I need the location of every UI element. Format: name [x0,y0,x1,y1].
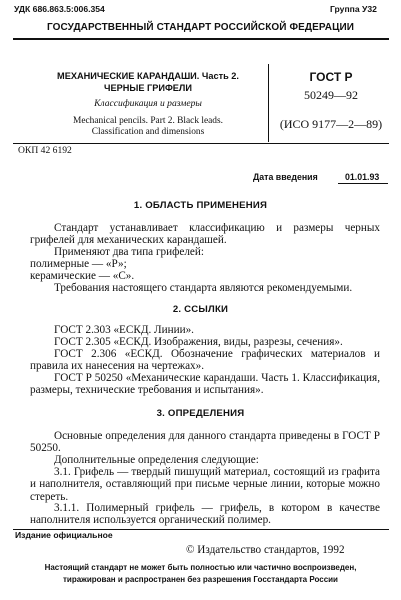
section-1-paragraph-1: Стандарт устанавливает классификацию и размеры черных грифелей для механических карандашей. [30,222,380,247]
section-1-item-ceramic: керамические — «С». [30,270,135,282]
section-1-item-polymer: полимерные — «Р»; [30,258,127,270]
reference-gost-2-306: ГОСТ 2.306 «ЕСКД. Обозначение графических материалов и правила их нанесения на чертежах». [30,348,380,373]
title-bottom-rule [13,143,389,144]
section-3-paragraph-1: Основные определения для данного стандарта приведены в ГОСТ Р 50250. [30,430,380,455]
intro-date-rule [338,183,388,184]
reproduction-notice-line1: Настоящий стандарт не может быть полностью или частично воспроизведен, [44,563,357,572]
doc-title-line1: МЕХАНИЧЕСКИЕ КАРАНДАШИ. Часть 2. [57,71,239,81]
section-2-heading: 2. ССЫЛКИ [172,304,229,315]
doc-title-line2: ЧЕРНЫЕ ГРИФЕЛИ [104,83,192,93]
organization-title: ГОСУДАРСТВЕННЫЙ СТАНДАРТ РОССИЙСКОЙ ФЕДЕРАЦИИ [46,22,355,33]
section-1-paragraph-2: Применяют два типа грифелей: [54,246,204,258]
definition-lead: 3.1. Грифель — твердый пишущий материал, состоящий из графита и наполнителя, оставляющий при письме черные линии, которые можно стереть. [30,466,380,503]
title-divider [268,64,269,142]
official-edition-label: Издание официальное [15,530,113,540]
doc-subtitle: Классификация и размеры [94,98,202,109]
english-title-line2: Classification and dimensions [91,127,205,137]
definition-polymer-lead: 3.1.1. Полимерный грифель — грифель, в котором в качестве наполнителя используется органический полимер. [30,502,380,527]
intro-date-label: Дата введения [253,172,318,182]
header-rule [13,38,389,40]
section-1-paragraph-5: Требования настоящего стандарта являются рекомендуемыми. [54,282,353,294]
english-title-line1: Mechanical pencils. Part 2. Black leads. [73,116,223,126]
reproduction-notice-line2: тиражирован и распространен без разрешения Госстандарта России [63,575,338,584]
section-1-heading: 1. ОБЛАСТЬ ПРИМЕНЕНИЯ [133,200,268,211]
iso-reference: (ИСО 9177—2—89) [279,117,383,131]
section-3-paragraph-2: Дополнительные определения следующие: [54,454,259,466]
group-code: Группа У32 [330,4,377,14]
okp-code: ОКП 42 6192 [18,145,72,156]
copyright-notice: © Издательство стандартов, 1992 [186,544,345,556]
reference-gost-2-303: ГОСТ 2.303 «ЕСКД. Линии». [54,324,194,336]
intro-date-value: 01.01.93 [345,172,380,182]
gost-label: ГОСТ Р [309,70,353,84]
reference-gost-r-50250: ГОСТ Р 50250 «Механические карандаши. Часть 1. Классификация, размеры, технические требования и испытания». [30,372,380,397]
gost-number: 50249—92 [304,88,358,102]
udk-code: УДК 686.863.5:006.354 [14,4,105,14]
section-3-heading: 3. ОПРЕДЕЛЕНИЯ [156,408,245,419]
reference-gost-2-305: ГОСТ 2.305 «ЕСКД. Изображения, виды, разрезы, сечения». [54,336,343,348]
